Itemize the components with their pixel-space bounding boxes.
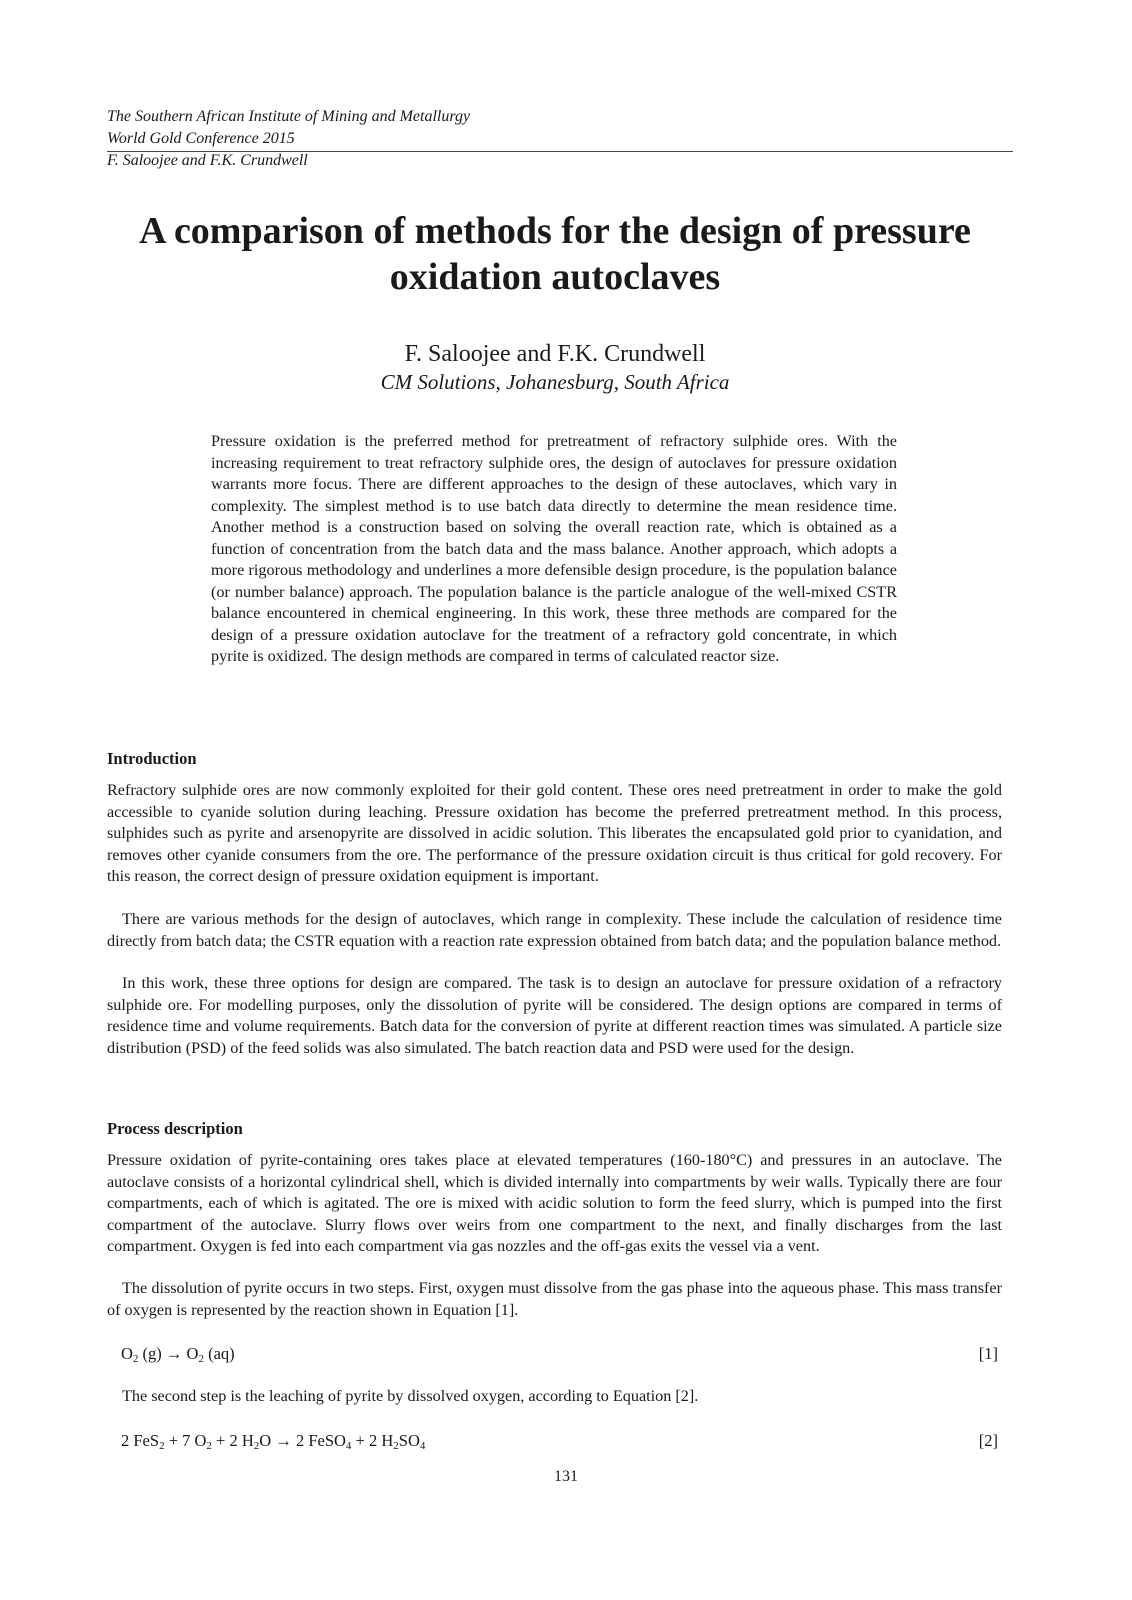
process-paragraph-3: The second step is the leaching of pyrite by dissolved oxygen, according to Equation [2].: [122, 1387, 699, 1405]
process-paragraph-1: Pressure oxidation of pyrite-containing ores takes place at elevated temperatures (160-180°C) and pressures in an autoclave. The autoclave consists of a horizontal cylindrical shell, which is divided internally into compartments by weir walls. Typically there are four compartments, each of which is agitated. The ore is mixed with acidic solution to form the feed slurry, which is pumped into the first compartment of the autoclave. Slurry flows over weirs from one compartment to the next, and finally discharges from the last compartment. Oxygen is fed into each compartment via gas nozzles and the off-gas exits the vessel via a vent.: [107, 1151, 1002, 1255]
abstract: Pressure oxidation is the preferred method for pretreatment of refractory sulphide ores. With the increasing requirement to treat refractory sulphide ores, the design of autoclaves for pressure oxidation warrants more focus. There are different approaches to the design of these autoclaves, which vary in complexity. The simplest method is to use batch data directly to determine the mean residence time. Another method is a construction based on solving the overall reaction rate, which is obtained as a function of concentration from the batch data and the mass balance. Another approach, which adopts a more rigorous methodology and underlines a more defensible design procedure, is the population balance (or number balance) approach. The population balance is the particle analogue of the well-mixed CSTR balance encountered in chemical engineering. In this work, these three methods are compared for the design of a pressure oxidation autoclave for the treatment of a refractory gold concentrate, in which pyrite is oxidized. The design methods are compared in terms of calculated reactor size.: [211, 432, 897, 666]
process-paragraph-2: The dissolution of pyrite occurs in two steps. First, oxygen must dissolve from the gas phase into the aqueous phase. This mass transfer of oxygen is represented by the reaction shown in Equation [1].: [107, 1279, 1002, 1319]
equation-2-formula: 2 FeS$_2$ + 7 $O_2 + 2$ $H_2O \to 2$ FeSO$_4$ + 2 $H_2SO_4$: [121, 1431, 426, 1452]
equation-1-number: [1]: [978, 1344, 998, 1363]
intro-paragraph-2: There are various methods for the design of autoclaves, which range in complexity. These include the calculation of residence time directly from batch data; the CSTR equation with a reaction rate expression obtained from batch data; and the population balance method.: [107, 910, 1002, 950]
paper-affiliation: CM Solutions, Johanesburg, South Africa: [380, 370, 730, 394]
paper-title: A comparison of methods for the design of pressure oxidation autoclaves: [139, 210, 971, 298]
header-conference: The Southern African Institute of Mining and Metallurgy: [107, 108, 471, 125]
equation-2: [121, 1430, 998, 1452]
section-heading-introduction: Introduction: [107, 749, 197, 768]
header-event: World Gold Conference 2015: [107, 130, 295, 147]
header-authors: F. Saloojee and F.K. Crundwell: [107, 152, 308, 169]
section-heading-process: Process description: [107, 1119, 243, 1138]
equation-1: [121, 1343, 998, 1365]
page-number: 131: [554, 1468, 578, 1485]
paper-authors: F. Saloojee and F.K. Crundwell: [404, 341, 706, 367]
intro-paragraph-1: Refractory sulphide ores are now commonly exploited for their gold content. These ores need pretreatment in order to make the gold accessible to cyanide solution during leaching. Pressure oxidation has become the preferred pretreatment method. In this process, sulphides such as pyrite and arsenopyrite are dissolved in acidic solution. This liberates the encapsulated gold prior to cyanidation, and removes other cyanide consumers from the ore. The performance of the pressure oxidation circuit is thus critical for gold recovery. For this reason, the correct design of pressure oxidation equipment is important.: [107, 781, 1002, 885]
equation-1-formula: $O_2$ $(g) \to O_2$ (aq): [121, 1344, 235, 1365]
intro-paragraph-3: In this work, these three options for design are compared. The task is to design an autoclave for pressure oxidation of a refractory sulphide ore. For modelling purposes, only the dissolution of pyrite will be considered. The design options are compared in terms of residence time and volume requirements. Batch data for the conversion of pyrite at different reaction times was simulated. A particle size distribution (PSD) of the feed solids was also simulated. The batch reaction data and PSD were used for the design.: [107, 974, 1002, 1057]
equation-2-number: [2]: [978, 1431, 998, 1450]
